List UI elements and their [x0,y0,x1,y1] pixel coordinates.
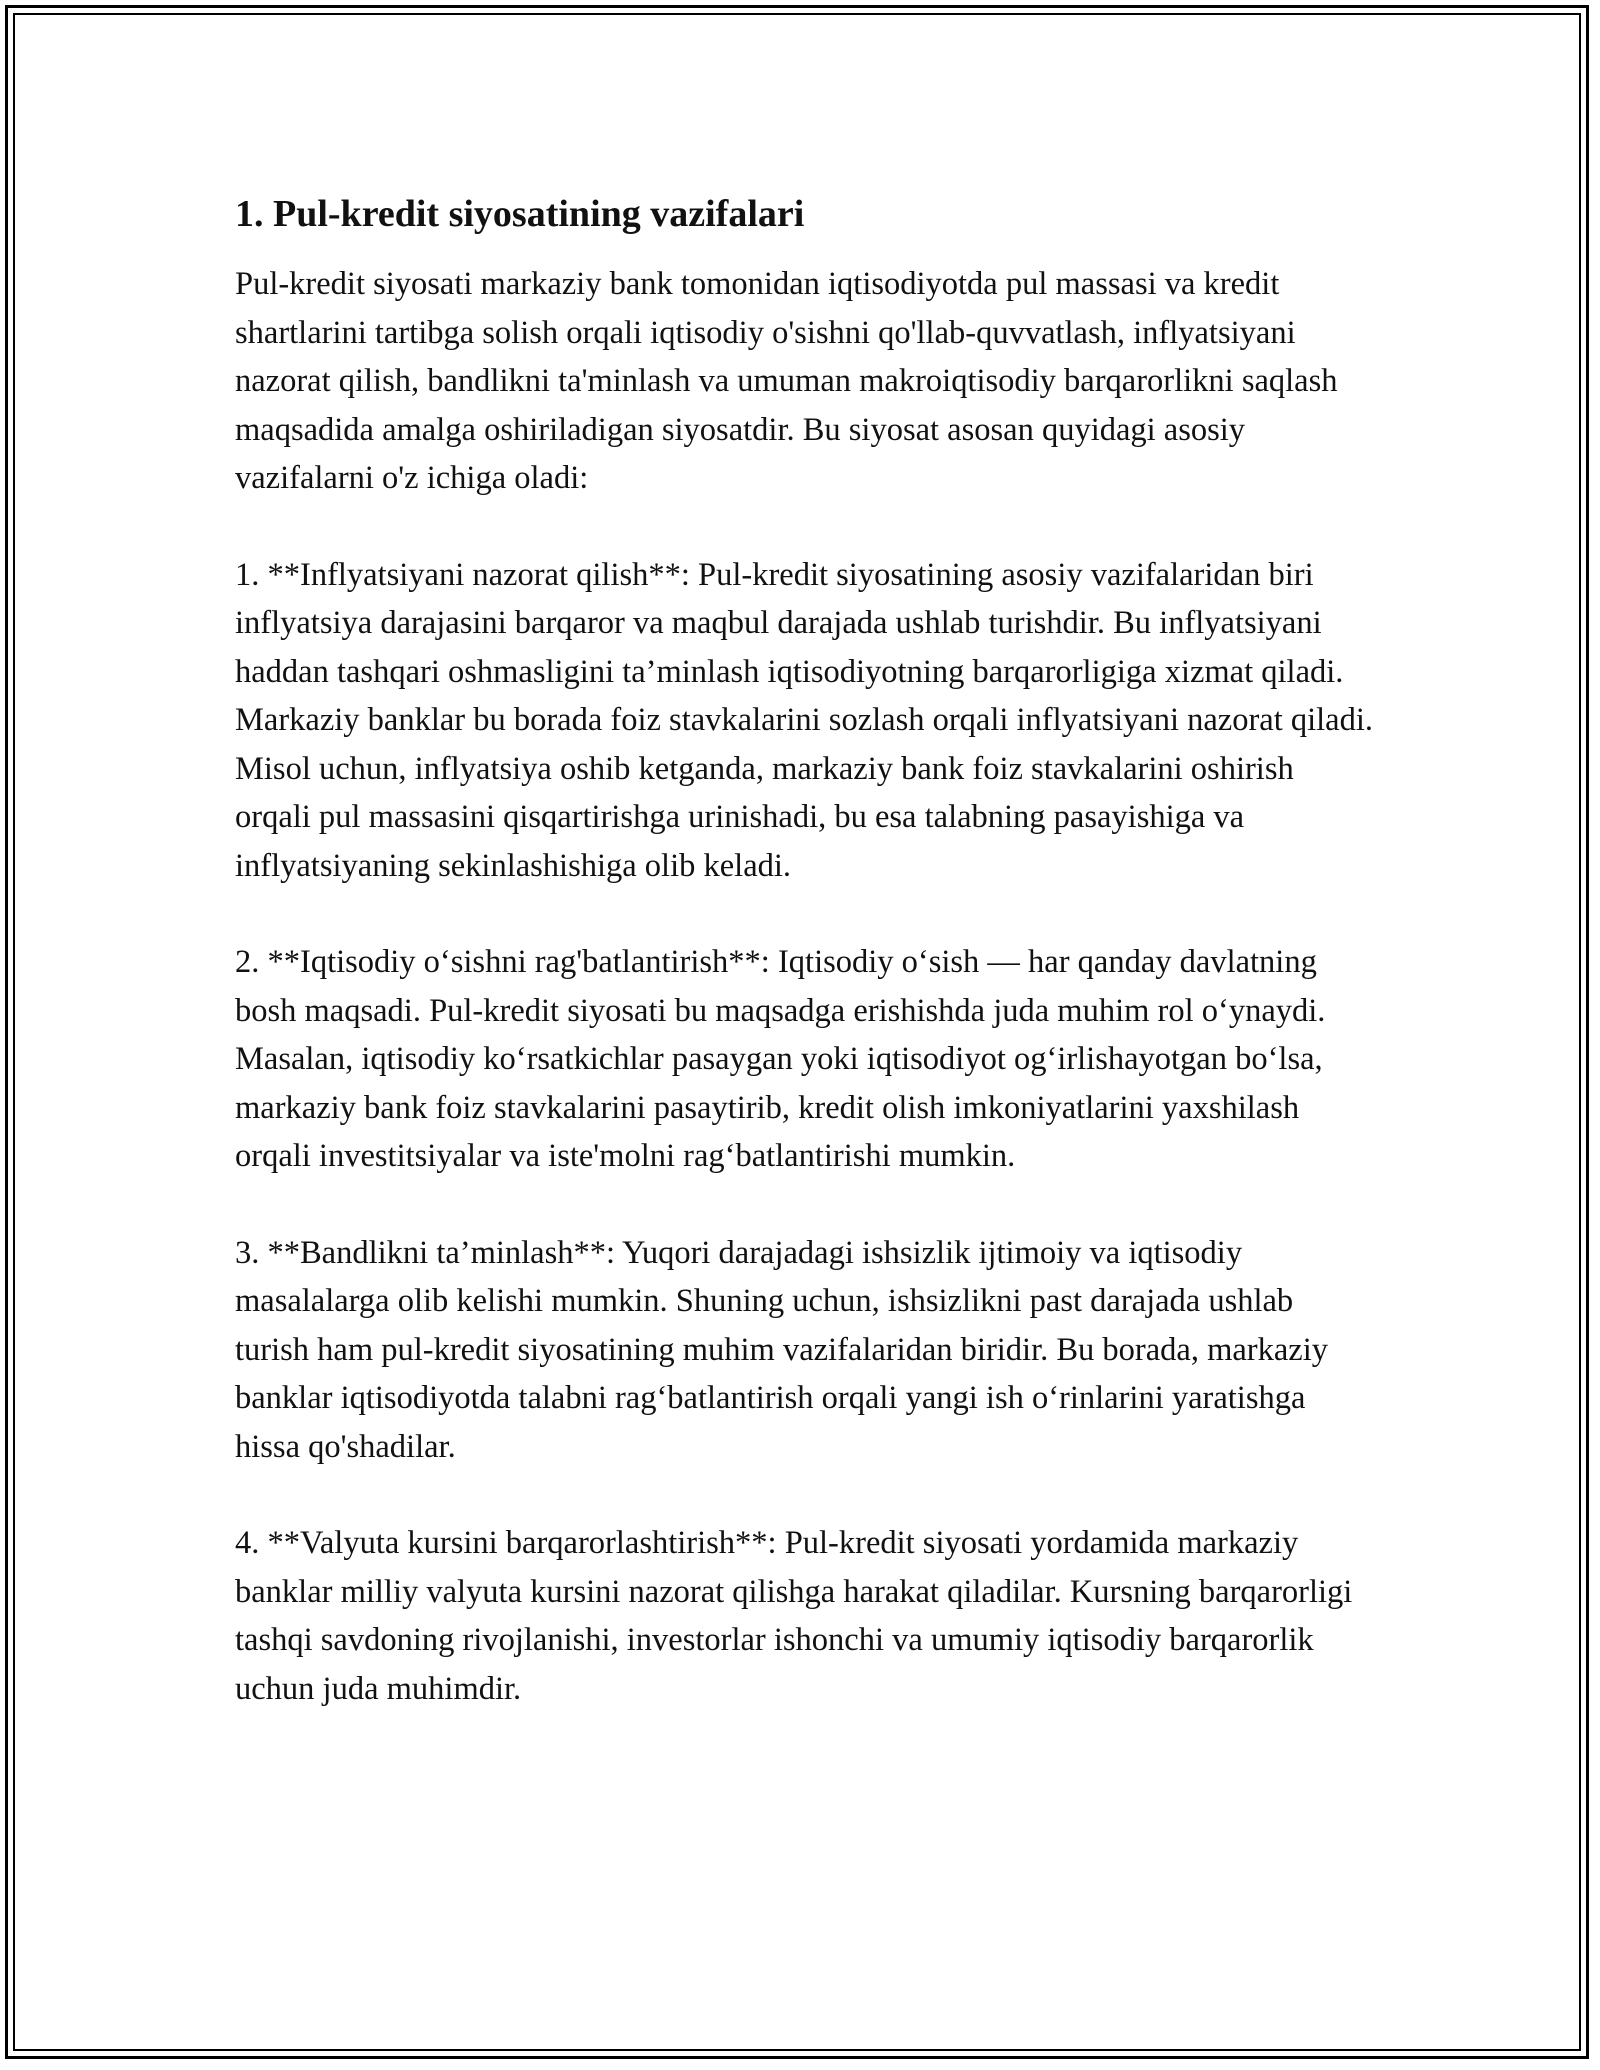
item-inflation-control: 1. **Inflyatsiyani nazorat qilish**: Pul-kredit siyosatining asosiy vazifalaridan biri inflyatsiya darajasini barqaror va maqbul darajada ushlab turishdir. Bu inflyatsiyani haddan tashqari oshmasligini ta’minlash iqtisodiyotning barqarorligiga xizmat qiladi. Markaziy banklar bu borada foiz stavkalarini sozlash orqali inflyatsiyani nazorat qiladi. Misol uchun, inflyatsiya oshib ketganda, markaziy bank foiz stavkalarini oshirish orqali pul massasini qisqartirishga urinishadi, bu esa talabning pasayishiga va inflyatsiyaning sekinlashishiga olib keladi. [235,556,1374,884]
item-economic-growth: 2. **Iqtisodiy o‘sishni rag'batlantirish**: Iqtisodiy o‘sish — har qanday davlatning bosh maqsadi. Pul-kredit siyosati bu maqsadga erishishda juda muhim rol o‘ynaydi. Masalan, iqtisodiy ko‘rsatkichlar pasaygan yoki iqtisodiyot og‘irlishayotgan bo‘lsa, markaziy bank foiz stavkalarini pasaytirib, kredit olish imkoniyatlarini yaxshilash orqali investitsiyalar va iste'molni rag‘batlantirishi mumkin. [235,944,1326,1174]
item-employment: 3. **Bandlikni ta’minlash**: Yuqori darajadagi ishsizlik ijtimoiy va iqtisodiy masalalarga olib kelishi mumkin. Shuning uchun, ishsizlikni past darajada ushlab turish ham pul-kredit siyosatining muhim vazifalaridan biridir. Bu borada, markaziy banklar iqtisodiyotda talabni rag‘batlantirish orqali yangi ish o‘rinlarini yaratishga hissa qo'shadilar. [235,1234,1329,1465]
item-currency-stability: 4. **Valyuta kursini barqarorlashtirish**: Pul-kredit siyosati yordamida markaziy banklar milliy valyuta kursini nazorat qilishga harakat qiladilar. Kursning barqarorligi tashqi savdoning rivojlanishi, investorlar ishonchi va umumiy iqtisodiy barqarorlik uchun juda muhimdir. [235,1525,1353,1707]
document-body [235,188,1375,1761]
section-heading: 1. Pul-kredit siyosatining vazifalari [235,193,805,235]
intro-paragraph: Pul-kredit siyosati markaziy bank tomonidan iqtisodiyotda pul massasi va kredit shartlarini tartibga solish orqali iqtisodiy o'sishni qo'llab-quvvatlash, inflyatsiyani nazorat qilish, bandlikni ta'minlash va umuman makroiqtisodiy barqarorlikni saqlash maqsadida amalga oshiriladigan siyosatdir. Bu siyosat asosan quyidagi asosiy vazifalarni o'z ichiga oladi: [235,266,1338,496]
